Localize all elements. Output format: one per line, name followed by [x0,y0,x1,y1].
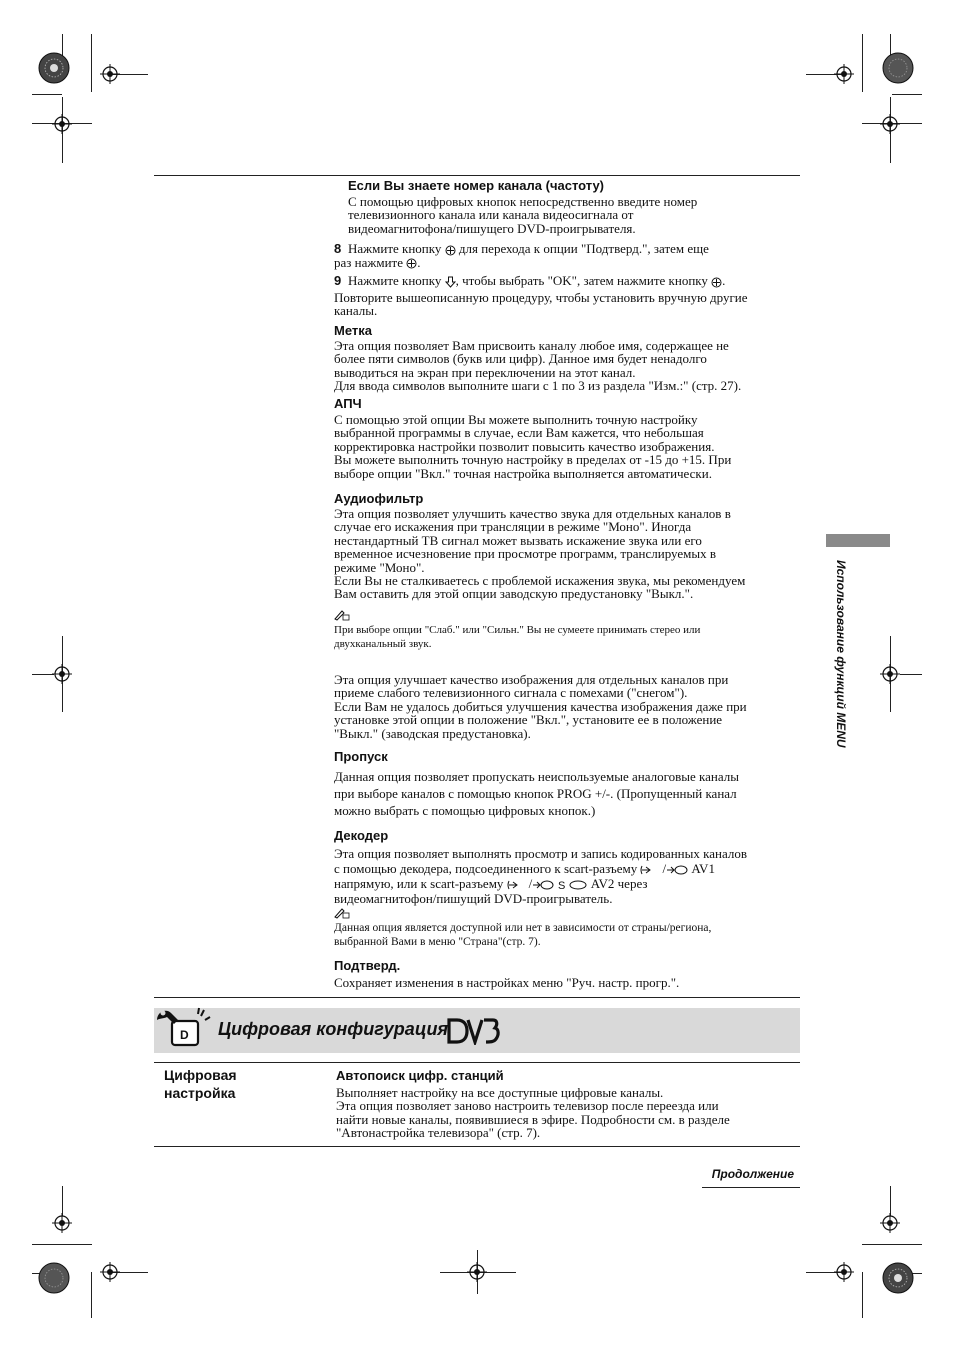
registration-target-icon [100,1262,120,1282]
svg-text:DVB: DVB [446,1044,449,1045]
note-pencil-icon [334,609,350,621]
registration-target-icon [834,64,854,84]
step-number: 9 [334,273,342,288]
dvb-logo-icon [446,1017,500,1045]
channel-number-heading: Если Вы знаете номер канала (частоту) [348,178,605,193]
scart-out-icon [532,879,554,891]
label-text: Эта опция позволяет Вам присвоить каналу любое имя, содержащее не более пяти символов (букв или цифр). Данное имя будет ненадолго выводиться на экран при переключении на этот канал. Для ввода символов выполните шаги с 1 по 3 из раздела "Изм.:" (стр. 27). [334,338,742,394]
section-divider [154,997,800,998]
svg-text:S: S [557,880,565,892]
registration-target-icon [880,664,900,684]
side-tab-bar [826,534,890,547]
registration-target-icon [880,1213,900,1233]
continued-rule [702,1187,800,1188]
noise-text: Эта опция улучшает качество изображения для отдельных каналов при приеме слабого телевизионного сигнала с помехами ("снегом"). Если Вам не удалось добиться улучшения качества изображения даже при установке этой опции в положение "Вкл.", установите ее в положение "Выкл." (заводская предустановка). [334,672,747,741]
ok-button-icon [406,258,417,269]
confirm-text: Сохраняет изменения в настройках меню "Руч. настр. прогр.". [334,975,680,990]
table-top-rule [154,1062,800,1063]
audio-filter-text: Эта опция позволяет улучшить качество звука для отдельных каналов в случае его искажения при трансляции в режиме "Моно". Иногда нестандартный ТВ сигнал может вызвать искажение звука или его временное исчезновение при просмотре программ, транслируемых в режиме "Моно". Если Вы не сталкиваетесь с проблемой искажения звука, мы рекомендуем Вам оставить для этой опции заводскую предустановку "Выкл.". [334,506,746,602]
svg-text:D: D [180,1028,189,1042]
registration-target-icon [52,664,72,684]
repeat-text: Повторите вышеописанную процедуру, чтобы установить вручную другие каналы. [334,290,748,319]
skip-text: Данная опция позволяет пропускать неиспользуемые аналоговые каналы при выборе каналов с помощью кнопок PROG +/-. (Пропущенный канал можно выбрать с помощью цифровых кнопок.) [334,769,739,818]
scart-in-icon [640,864,662,876]
registration-disc-icon [882,1262,914,1294]
registration-target-icon [834,1262,854,1282]
registration-target-icon [52,1213,72,1233]
auto-search-text: Выполняет настройку на все доступные цифровые каналы. Эта опция позволяет заново настроить телевизор после переезда или найти новые каналы, появившиеся в эфире. Подробности см. в разделе "Автонастройка телевизора" (стр. 7). [336,1085,730,1141]
banner-title: Цифровая конфигурация [218,1019,449,1039]
afc-text: С помощью этой опции Вы можете выполнить точную настройку выбранной программы в случае, если Вам кажется, что небольшая корректировка настройки позволит повысить качество изображения. Вы можете выполнить точную настройку в пределах от -15 до +15. При выборе опции "Вкл." точная настройка выполняется автоматически. [334,412,732,481]
decoder-text: Эта опция позволяет выполнять просмотр и запись кодированных каналов с помощью декодера, подсоединенного к scart-разъему / AV1 напрямую, или к scart-разъему / S AV2 через видеомагнитофон/пишущий DVD-проигрыватель. [334,846,747,907]
ok-button-icon [445,245,456,256]
digital-settings-tv-icon [154,1006,212,1050]
scart-out-icon [666,864,688,876]
registration-target-icon [880,114,900,134]
ok-button-icon [711,277,722,288]
table-bottom-rule [154,1146,800,1147]
step-number: 8 [334,241,342,256]
note-pencil-icon [334,907,350,919]
decoder-note: Данная опция является доступной или нет в зависимости от страны/региона, выбранной Вами в меню "Страна"(стр. 7). [334,922,712,948]
auto-search-heading: Автопоиск цифр. станций [336,1068,504,1083]
confirm-heading: Подтверд. [334,958,401,973]
down-arrow-icon [445,276,456,288]
top-rule [154,175,800,176]
digital-tuning-label: Цифровая настройка [164,1067,237,1101]
registration-disc-icon [38,52,70,84]
audio-filter-heading: Аудиофильтр [334,491,424,506]
step-9: 9 Нажмите кнопку , чтобы выбрать "OK", затем нажмите кнопку . [334,273,726,288]
registration-disc-icon [882,52,914,84]
continued-label: Продолжение [711,1167,794,1181]
channel-number-text: С помощью цифровых кнопок непосредственно введите номер телевизионного канала или канала видеосигнала от видеомагнитофона/пишущего DVD-проигрывателя. [348,194,698,236]
registration-disc-icon [38,1262,70,1294]
audio-filter-note: При выборе опции "Слаб." или "Сильн." Вы не сумеете принимать стерео или двухканальный звук. [334,624,701,650]
scart-in-icon [507,879,529,891]
afc-heading: АПЧ [334,396,362,411]
smartlink-icon [558,879,588,891]
side-tab-label: Использование функций MENU [834,560,848,748]
label-heading: Метка [334,323,372,338]
registration-target-icon [467,1262,487,1282]
registration-target-icon [52,114,72,134]
step-8: 8 Нажмите кнопку для перехода к опции "Подтверд.", затем еще раз нажмите . [334,241,709,270]
registration-target-icon [100,64,120,84]
skip-heading: Пропуск [334,749,388,764]
decoder-heading: Декодер [334,828,389,843]
